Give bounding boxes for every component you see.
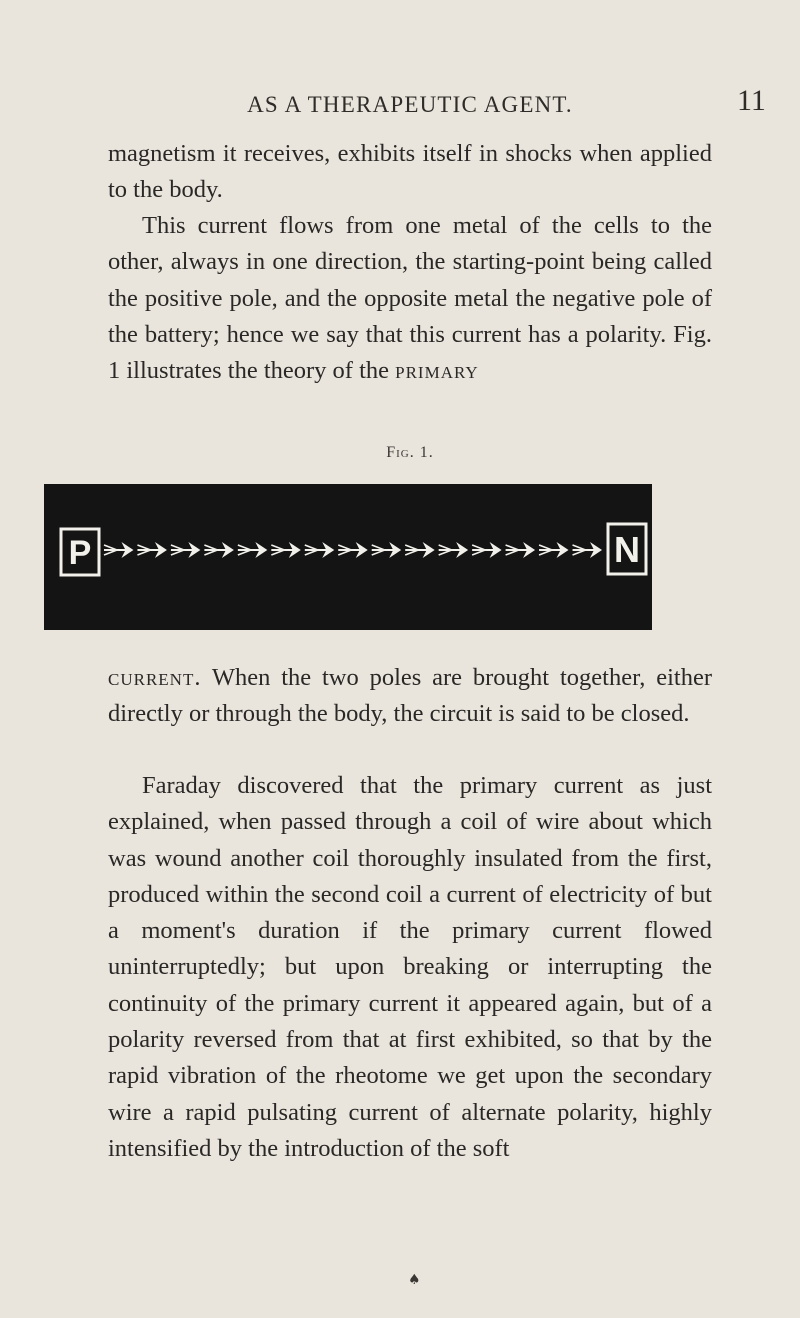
paragraph-text: Faraday discovered that the primary current as just explained, when passed through a coil of wire about which was wound another coil thoroughly insulated from the first, produced within the second coil a current of electricity of but a moment's duration if the primary current flowed uninterruptedly; but upon breaking or interrupting the continuity of the primary current it appeared again, but of a polarity reversed from that at first exhibited, so that by the rapid vibration of the rheotome we get upon the secondary wire a rapid pulsating current of alternate polarity, highly intensified by the introduction of the soft bbox=[108, 772, 712, 1162]
negative-pole-label: N bbox=[614, 529, 640, 570]
paragraph-continued bbox=[108, 136, 712, 209]
paragraph-current-flow bbox=[108, 208, 712, 389]
figure-caption: Fig. 1. bbox=[386, 444, 434, 461]
page-number: 11 bbox=[737, 84, 766, 117]
paragraph-text: This current flows from one metal of the cells to the other, always in one direction, the starting-point being called the positive pole, and the opposite metal the negative pole of the battery; hence we say that this current has a polarity. Fig. 1 illustrates the theory of the bbox=[108, 212, 712, 385]
paragraph-text: magnetism it receives, exhibits itself in shocks when applied to the body. bbox=[108, 140, 712, 204]
paragraph-faraday bbox=[108, 768, 712, 1167]
figure-primary-current bbox=[44, 484, 652, 630]
running-head: AS A THERAPEUTIC AGENT. bbox=[247, 92, 573, 117]
footer-mark: ♠ bbox=[408, 1272, 421, 1288]
positive-pole-label: P bbox=[68, 534, 92, 572]
paragraph-circuit bbox=[108, 660, 712, 733]
figure-background bbox=[44, 484, 652, 630]
small-caps-term: primary bbox=[395, 357, 479, 385]
paragraph-text: When the two poles are brought together, either directly or through the body, the circuit is said to be closed. bbox=[108, 664, 712, 728]
small-caps-term: current. bbox=[108, 664, 202, 691]
